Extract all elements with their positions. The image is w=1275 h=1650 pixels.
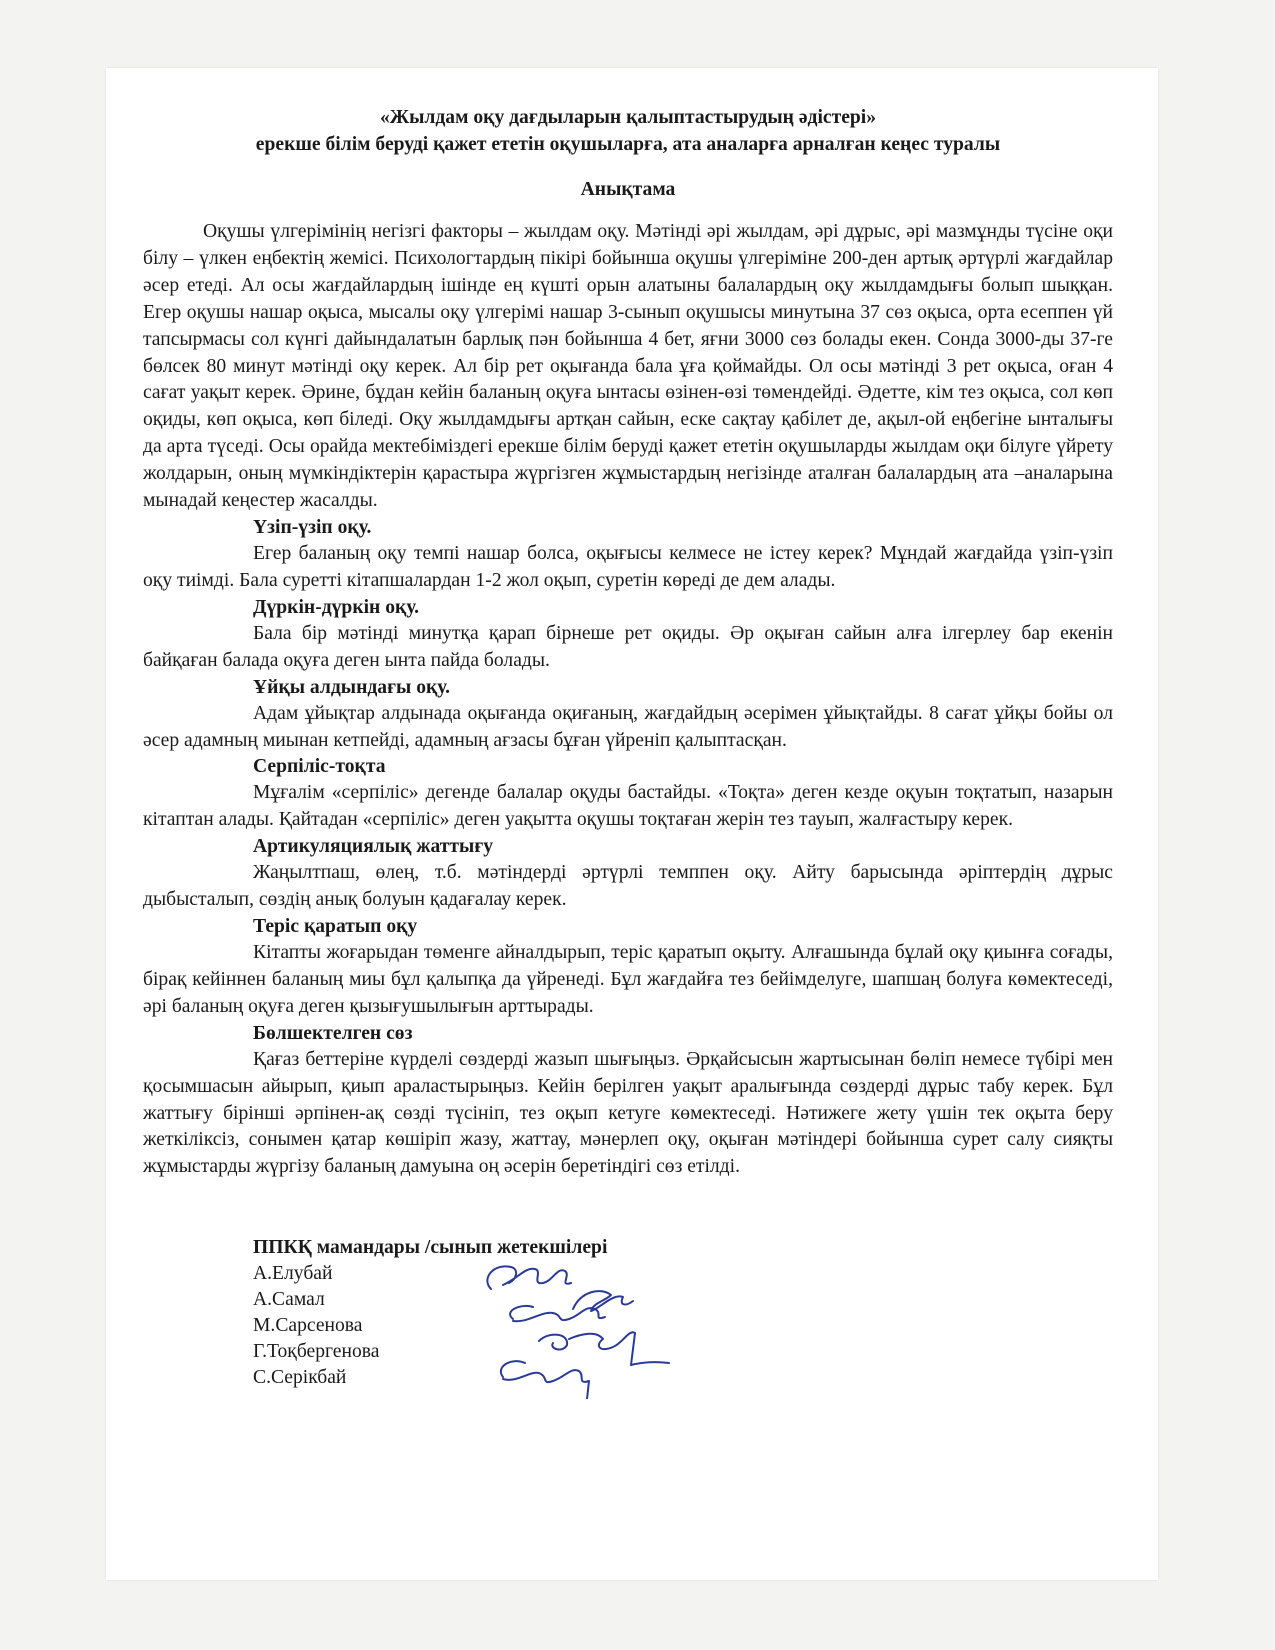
signatory-name: А.Елубай — [253, 1263, 333, 1285]
signature-2 — [573, 1291, 633, 1311]
section-text-3: Адам ұйықтар алдынада оқығанда оқиғаның, жағдайдың әсерімен ұйықтайды. 8 сағат ұйқы бойы ол әсер адамның миынан кетпейді, адамның ағзасы бұған үйреніп қалыптасқан. — [143, 702, 1113, 751]
signature-1 — [487, 1267, 571, 1290]
signature-4 — [539, 1333, 669, 1366]
section-text-4: Мұғалім «серпіліс» дегенде балалар оқуды бастайды. «Тоқта» деген кезде оқуын тоқтатып, назарын кітаптан алады. Қайтадан «серпіліс» деген уақытта оқушы тоқтаған жерін тез тауып, жалғастыру керек. — [143, 782, 1113, 831]
document-subtitle: Анықтама — [580, 179, 676, 200]
section-heading-1: Үзіп-үзіп оқу. — [253, 516, 372, 538]
section-heading-2: Дүркін-дүркін оқу. — [253, 596, 420, 618]
section-text-6: Кітапты жоғарыдан төменге айналдырып, теріс қаратып оқыту. Алғашында бұлай оқу қиынға соғады, бірақ кейіннен баланың миы бұл қалыпқа да үйренеді. Бұл жағдайға тез бейімделуге, шапшаң болуға көмектеседі, әрі баланың оқуға деген қызығушылығын арттырады. — [143, 942, 1113, 1017]
signature-5 — [501, 1361, 589, 1399]
section-text-2: Бала бір мәтінді минутқа қарап бірнеше рет оқиды. Әр оқыған сайын алға ілгерлеу бар екенін байқаған балада оқуға деген ынта пайда болады. — [143, 622, 1113, 671]
signatory-name: М.Сарсенова — [253, 1315, 363, 1337]
section-text-5: Жаңылтпаш, өлең, т.б. мәтіндерді әртүрлі темппен оқу. Айту барысында әріптердің дұрыс дыбысталып, сөздің анық болуын қадағалау керек. — [143, 862, 1113, 911]
section-heading-3: Ұйқы алдындағы оқу. — [253, 676, 451, 698]
signature-block — [143, 1235, 1113, 1391]
handwritten-signatures — [473, 1249, 713, 1399]
signatories-heading: ППКҚ мамандары /сынып жетекшілері — [253, 1237, 608, 1259]
signatory-name: С.Серікбай — [253, 1367, 347, 1389]
signatory-name: Г.Тоқбергенова — [253, 1341, 380, 1363]
document-title-line-2: ерекше білім беруді қажет ететін оқушыларға, ата аналарға арналған кеңес туралы — [255, 134, 1001, 155]
signatory-name: А.Самал — [253, 1289, 325, 1311]
intro-paragraph: Оқушы үлгерімінің негізгі факторы – жылдам оқу. Мәтінді әрі жылдам, әрі дұрыс, әрі мазмұнды түсіне оқи білу – үлкен еңбектің жемісі. Психологтардың пікірі бойынша оқушы үлгеріміне 200-ден артық әртүрлі жағдайлар әсер етеді. Ал осы жағдайлардың ішінде ең күшті орын алатыны балалардың оқу жылдамдығы болып шыққан. Егер оқушы нашар оқыса, мысалы оқу үлгерімі нашар 3-сынып оқушысы минутына 37 сөз оқыса, орта есеппен үй тапсырмасы сол күнгі дайындалатын барлық пән бойынша 4 бет, яғни 3000 сөз болады екен. Сонда 3000-ды 37-ге бөлсек 80 минут мәтінді оқу керек. Ал бір рет оқығанда бала ұға қоймайды. Ол осы мәтінді 3 рет оқыса, оған 4 сағат уақыт керек. Әрине, бұдан кейін баланың оқуға ынтасы өзінен-өзі төмендейді. Әдетте, кім тез оқыса, сол көп оқиды, көп оқыса, көп біледі. Оқу жылдамдығы артқан сайын, еске сақтау қабілет де, ақыл-ой еңбегіне ынталығы да арта түседі. Осы орайда мектебіміздегі ерекше білім беруді қажет ететін оқушыларды жылдам оқи білуге үйрету жолдарын, оның мүмкіндіктерін қарастыра жүргізген жұмыстардың негізінде аталған балалардың ата –аналарына мынадай кеңестер жасалды. — [143, 221, 1113, 512]
section-text-7: Қағаз беттеріне күрделі сөздерді жазып шығыңыз. Әрқайсысын жартысынан бөліп немесе түбірі мен қосымшасын айырып, қиып араластырыңыз. Кейін берілген уақыт аралығында сөздерді дұрыс табу керек. Бұл жаттығу бірінші әрпінен-ақ сөзді түсініп, тез оқып кетуге көмектеседі. Нәтижеге жету үшін тек оқыта беру жеткіліксіз, сонымен қатар көшіріп жазу, жаттау, мәнерлеп оқу, оқыған мәтіндері бойынша сурет салу сияқты жұмыстарды жүргізу баланың дамуына оң әсерін беретіндігі сөз етілді. — [143, 1048, 1113, 1178]
section-heading-5: Артикуляциялық жаттығу — [253, 836, 494, 858]
document-content — [143, 104, 1113, 1391]
section-heading-6: Теріс қаратып оқу — [253, 916, 418, 938]
section-heading-7: Бөлшектелген сөз — [253, 1022, 413, 1044]
section-text-1: Егер баланың оқу темпі нашар болса, оқығысы келмесе не істеу керек? Мұндай жағдайда үзіп-үзіп оқу тиімді. Бала суретті кітапшалардан 1-2 жол оқып, суретін көреді де дем алады. — [143, 542, 1113, 591]
signature-3 — [510, 1306, 605, 1321]
section-heading-4: Серпіліс-тоқта — [253, 756, 386, 778]
document-title-line-1: «Жылдам оқу дағдыларын қалыптастырудың әдістері» — [379, 107, 877, 128]
